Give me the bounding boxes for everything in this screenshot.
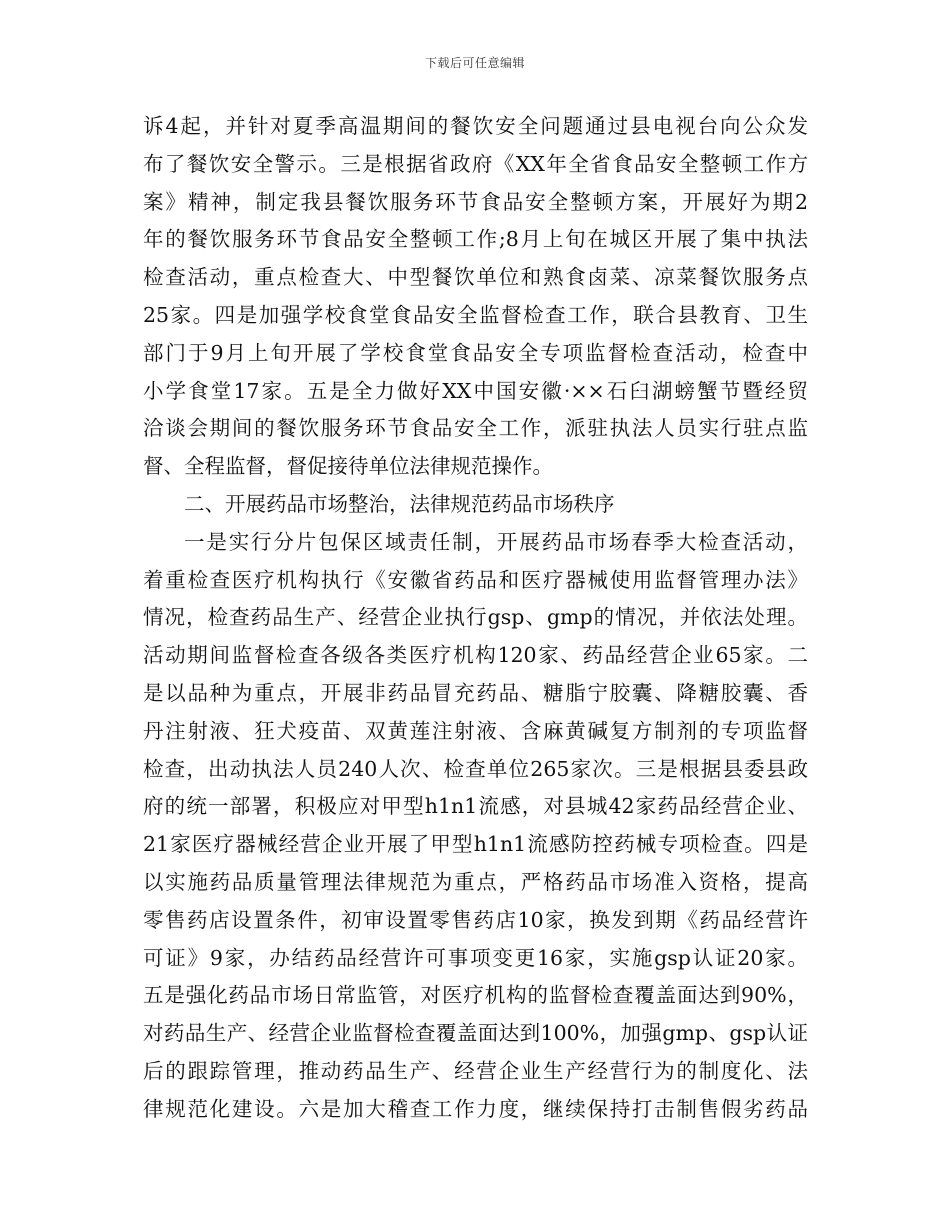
text-line: 丹注射液、狂犬疫苗、双黄莲注射液、含麻黄碱复方制剂的专项监督 [143,718,808,743]
text-line: 活动期间监督检查各级各类医疗机构120家、药品经营企业65家。二 [143,643,808,668]
text-line: 后的跟踪管理，推动药品生产、经营企业生产经营行为的制度化、法 [143,1058,808,1083]
text-line: 年的餐饮服务环节食品安全整顿工作;8月上旬在城区开展了集中执法 [143,227,808,252]
text-line: 布了餐饮安全警示。三是根据省政府《XX年全省食品安全整顿工作方 [143,151,808,176]
heading-line: 二、开展药品市场整治，法律规范药品市场秩序 [184,491,615,516]
paragraph-food-safety [143,108,808,486]
text-line: 可证》9家，办结药品经营许可事项变更16家，实施gsp认证20家。 [143,945,808,970]
text-line: 是以品种为重点，开展非药品冒充药品、糖脂宁胶囊、降糖胶囊、香 [143,680,808,705]
text-line: 检查，出动执法人员240人次、检查单位265家次。三是根据县委县政 [143,756,808,781]
text-line: 以实施药品质量管理法律规范为重点，严格药品市场准入资格，提高 [143,869,808,894]
text-line: 府的统一部署，积极应对甲型h1n1流感，对县城42家药品经营企业、 [143,794,808,819]
text-line: 着重检查医疗机构执行《安徽省药品和医疗器械使用监督管理办法》 [143,567,808,592]
text-line: 部门于9月上旬开展了学校食堂食品安全专项监督检查活动，检查中 [143,340,808,365]
text-line: 21家医疗器械经营企业开展了甲型h1n1流感防控药械专项检查。四是 [143,832,808,857]
text-line: 情况，检查药品生产、经营企业执行gsp、gmp的情况，并依法处理。 [143,605,808,630]
text-line: 对药品生产、经营企业监督检查覆盖面达到100%，加强gmp、gsp认证 [143,1021,808,1046]
text-line: 25家。四是加强学校食堂食品安全监督检查工作，联合县教育、卫生 [143,302,808,327]
text-line: 诉4起，并针对夏季高温期间的餐饮安全问题通过县电视台向公众发 [143,114,808,138]
document-body [143,108,808,1129]
text-line: 案》精神，制定我县餐饮服务环节食品安全整顿方案，开展好为期2 [143,189,808,214]
text-line: 洽谈会期间的餐饮服务环节食品安全工作，派驻执法人员实行驻点监 [143,416,808,441]
page-header: 下载后可任意编辑 [424,56,525,70]
text-line: 检查活动，重点检查大、中型餐饮单位和熟食卤菜、凉菜餐饮服务点 [143,265,808,290]
text-line: 零售药店设置条件，初审设置零售药店10家，换发到期《药品经营许 [143,907,808,932]
text-line: 小学食堂17家。五是全力做好XX中国安徽·××石臼湖螃蟹节暨经贸 [143,378,808,403]
text-line: 五是强化药品市场日常监管，对医疗机构的监督检查覆盖面达到90%， [143,983,808,1008]
text-line: 一是实行分片包保区域责任制，开展药品市场春季大检查活动， [184,529,808,554]
section-heading [143,486,808,524]
text-line: 律规范化建设。六是加大稽查工作力度，继续保持打击制售假劣药品 [143,1096,808,1121]
paragraph-drug-market [143,524,808,1129]
text-line: 督、全程监督，督促接待单位法律规范操作。 [143,454,553,479]
